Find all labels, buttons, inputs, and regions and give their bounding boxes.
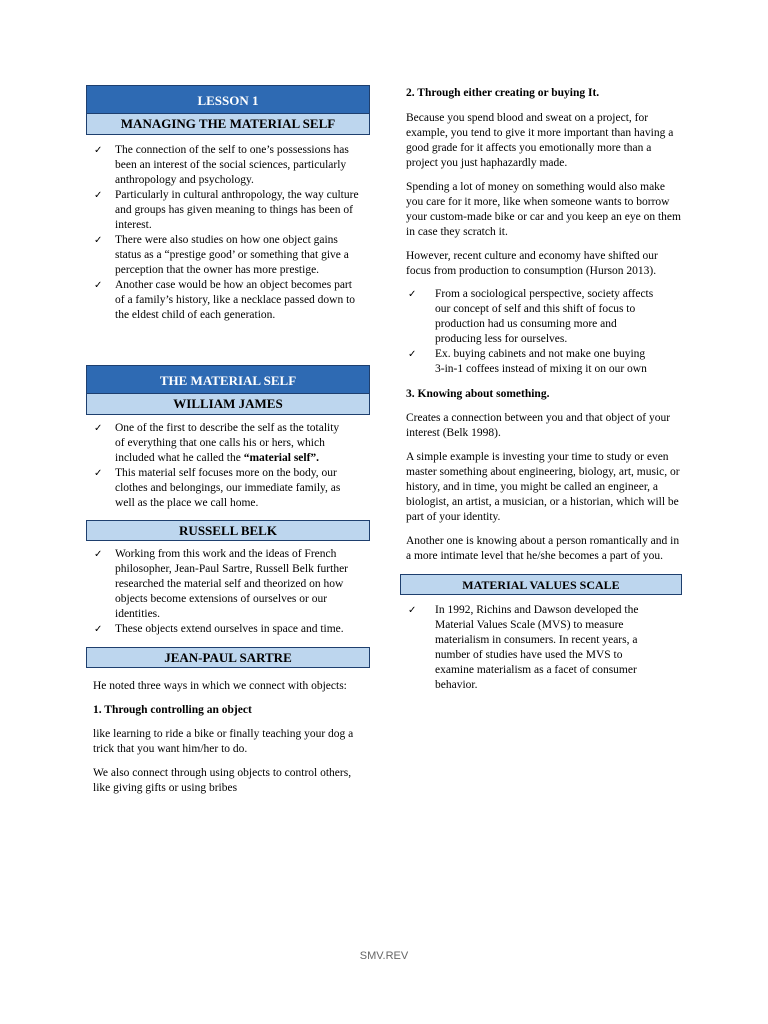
way3-paragraph-3: Another one is knowing about a person romantically and in a more intimate level that he/she becomes a part of you.	[406, 535, 680, 562]
right-column	[406, 85, 682, 693]
way1-heading: 1. Through controlling an object	[93, 704, 252, 716]
way3-paragraph-2: A simple example is investing your time to study or even master something about engineering, biology, art, music, or history, and in time, you might be called an engineer, a biologist, an artist, a musician, or a historian, which will be part of your identity.	[406, 451, 680, 523]
list-item: ✓ In 1992, Richins and Dawson developed the Material Values Scale (MVS) to measure materialism in consumers. In recent years, a number of studies have used the MVS to examine materialism as a facet of consumer behavior.	[408, 604, 639, 691]
checkmark-icon: ✓	[94, 145, 103, 156]
list-item: ✓ Ex. buying cabinets and not make one buying 3-in-1 coffees instead of mixing it on our own	[408, 348, 647, 375]
checkmark-icon: ✓	[94, 624, 103, 635]
way3-paragraph-1: Creates a connection between you and that object of your interest (Belk 1998).	[406, 412, 671, 439]
material-self-term: “material self”.	[243, 452, 320, 464]
sartre-intro: He noted three ways in which we connect with objects:	[93, 680, 347, 692]
checkmark-icon: ✓	[94, 549, 103, 560]
list-item: ✓ There were also studies on how one object gains status as a “prestige good’ or something that give a perception that the owner has more prestige.	[94, 234, 349, 276]
checkmark-icon: ✓	[94, 190, 103, 201]
list-item: ✓ The connection of the self to one’s possessions has been an interest of the social sciences, particularly anthropology and psychology.	[94, 144, 349, 186]
way2-heading: 2. Through either creating or buying It.	[406, 87, 600, 99]
list-item: ✓ Working from this work and the ideas of French philosopher, Jean-Paul Sartre, Russell Belk further researched the material self and theorized on how objects become extensions of ourselves or our identities.	[94, 548, 349, 620]
way1-text-2: We also connect through using objects to control others, like giving gifts or using bribes	[93, 767, 352, 794]
lesson-subtitle: MANAGING THE MATERIAL SELF	[86, 114, 370, 135]
checkmark-icon: ✓	[94, 423, 103, 434]
way2-paragraph-2: Spending a lot of money on something would also make you care for it more, like when someone wants to borrow your custom-made bike or car and you keep an eye on them in case they scratch it.	[406, 181, 681, 238]
way3-heading: 3. Knowing about something.	[406, 388, 550, 400]
left-column	[86, 85, 370, 796]
sartre-title: JEAN-PAUL SARTRE	[86, 647, 370, 668]
page-footer: SMV.REV	[359, 950, 409, 962]
material-self-title: THE MATERIAL SELF	[86, 365, 370, 394]
intro-bullet-list	[86, 143, 362, 323]
william-james-title: WILLIAM JAMES	[86, 394, 370, 415]
mvs-title: MATERIAL VALUES SCALE	[400, 574, 682, 595]
list-item: ✓ This material self focuses more on the body, our clothes and belongings, our immediate family, as well as the place we call home.	[94, 467, 341, 509]
lesson-title: LESSON 1	[86, 85, 370, 114]
list-item: ✓ One of the first to describe the self as the totality of everything that one calls his or hers, which included what he called the “material self”.	[94, 422, 340, 464]
list-item: ✓ These objects extend ourselves in space and time.	[94, 623, 344, 635]
list-item: ✓ Particularly in cultural anthropology, the way culture and groups has given meaning to things has been of interest.	[94, 189, 359, 231]
way2-paragraph-3: However, recent culture and economy have shifted our focus from production to consumption (Hurson 2013).	[406, 250, 658, 277]
list-item: ✓ From a sociological perspective, society affects our concept of self and this shift of focus to production had us consuming more and producing less for ourselves.	[408, 288, 654, 345]
checkmark-icon: ✓	[94, 280, 103, 291]
checkmark-icon: ✓	[408, 605, 417, 616]
james-bullet-list	[86, 421, 346, 511]
belk-bullet-list	[86, 547, 356, 637]
checkmark-icon: ✓	[94, 468, 103, 479]
checkmark-icon: ✓	[94, 235, 103, 246]
checkmark-icon: ✓	[408, 349, 417, 360]
mvs-bullet-list	[406, 603, 676, 693]
way2-bullet-list	[406, 287, 676, 377]
way1-text: like learning to ride a bike or finally teaching your dog a trick that you want him/her to do.	[93, 728, 354, 755]
checkmark-icon: ✓	[408, 289, 417, 300]
belk-title: RUSSELL BELK	[86, 520, 370, 541]
way2-paragraph-1: Because you spend blood and sweat on a project, for example, you tend to give it more important than having a good grade for it affects you emotionally more than a project you just haphazardly made.	[406, 112, 674, 169]
list-item: ✓ Another case would be how an object becomes part of a family’s history, like a necklace passed down to the eldest child of each generation.	[94, 279, 356, 321]
